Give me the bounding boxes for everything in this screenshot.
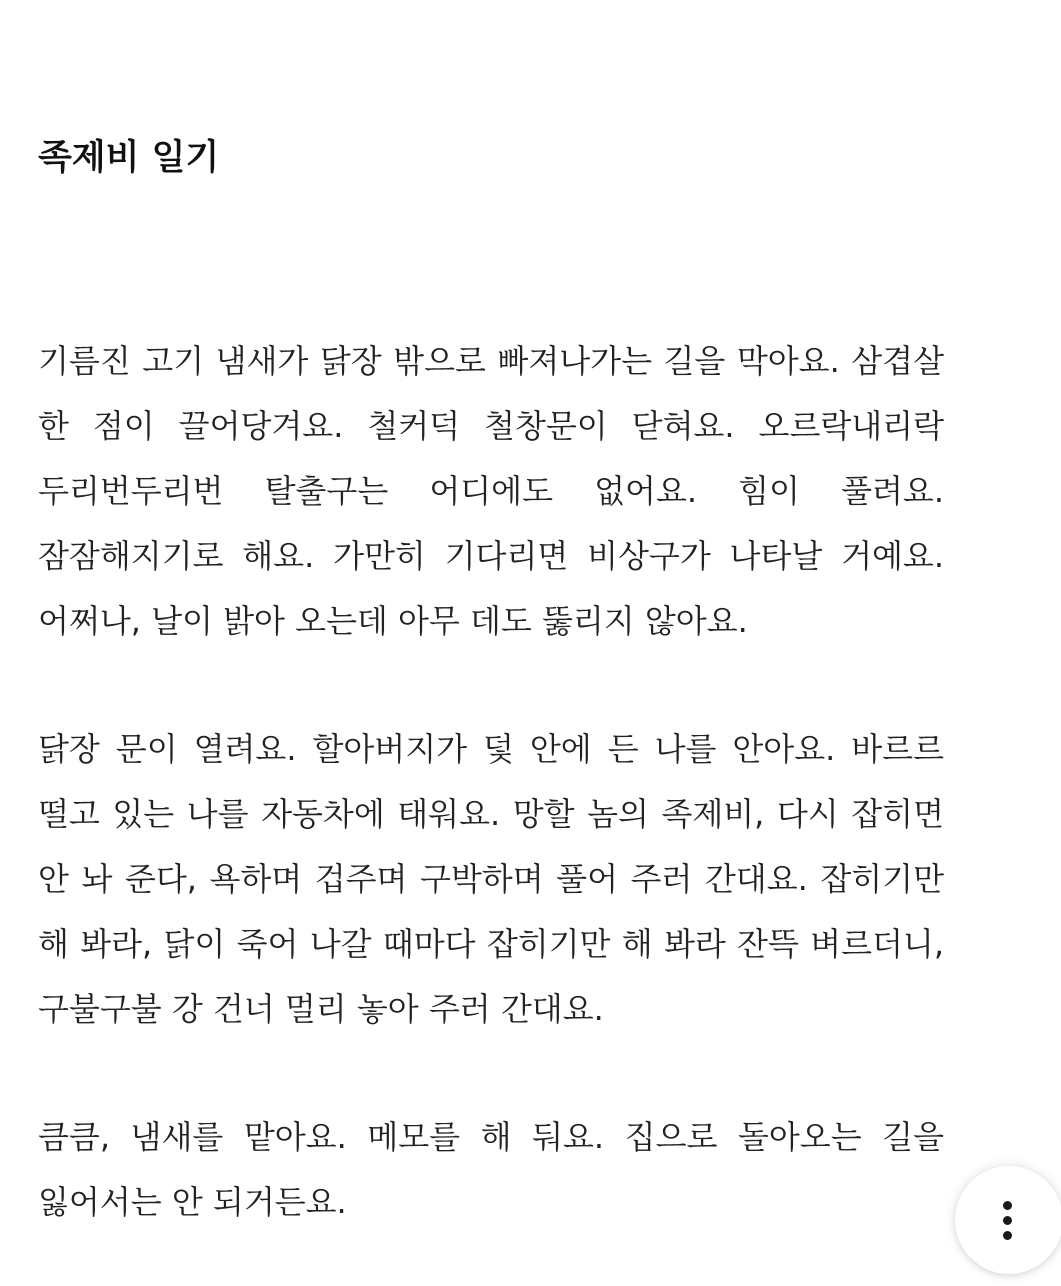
article-paragraph: 닭장 문이 열려요. 할아버지가 덫 안에 든 나를 안아요. 바르르 떨고 있는 나를 자동차에 태워요. 망할 놈의 족제비, 다시 잡히면 안 놔 준다, 욕하며 겁주며 구박하며 풀어 주러 간대요. 잡히기만 해 봐라, 닭이 죽어 나갈 때마다 잡히기만 해 봐라 잔뜩 벼르더니, 구불구불 강 건너 멀리 놓아 주러 간대요. [38,730,944,1028]
article-paragraph: 큼큼, 냄새를 맡아요. 메모를 해 둬요. 집으로 돌아오는 길을 잃어서는 안 되거든요. [38,1118,944,1221]
article-paragraph: 기름진 고기 냄새가 닭장 밖으로 빠져나가는 길을 막아요. 삼겹살 한 점이 끌어당겨요. 철커덕 철창문이 닫혀요. 오르락내리락 두리번두리번 탈출구는 어디에도 없어요. 힘이 풀려요. 잠잠해지기로 해요. 가만히 기다리면 비상구가 나타날 거예요. 어쩌나, 날이 밝아 오는데 아무 데도 뚫리지 않아요. [38,342,944,640]
more-vertical-icon [1003,1201,1013,1241]
article-title: 족제비 일기 [38,138,220,178]
more-options-button[interactable] [955,1166,1061,1274]
